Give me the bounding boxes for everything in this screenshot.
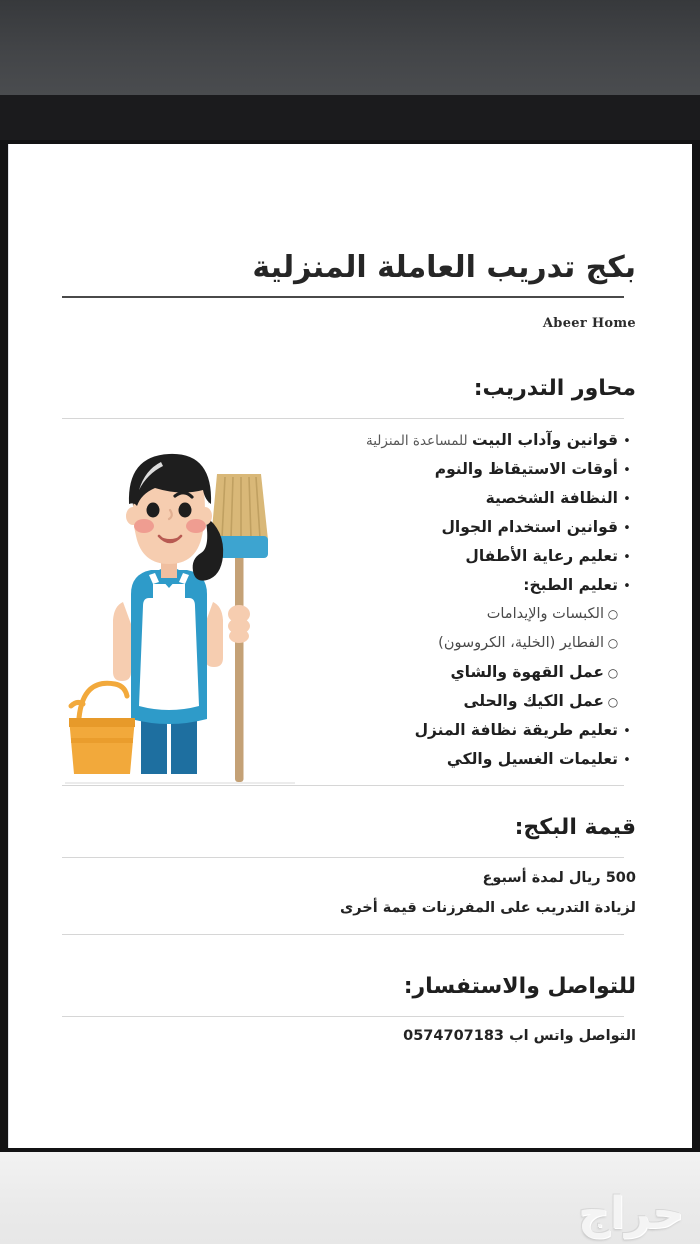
training-item-label: الفطاير (الخلية، الكروسون) bbox=[438, 635, 604, 651]
cheek-right bbox=[186, 519, 206, 533]
hollow-bullet-icon: ○ bbox=[607, 695, 619, 709]
housemaid-illustration bbox=[65, 444, 295, 789]
section-divider-training bbox=[62, 418, 624, 419]
training-item-label-tail: للمساعدة المنزلية bbox=[365, 433, 472, 449]
bullet-icon: • bbox=[623, 724, 631, 739]
bucket-band bbox=[71, 738, 133, 743]
hollow-bullet-icon: ○ bbox=[607, 666, 619, 680]
housemaid-illustration-svg bbox=[65, 444, 295, 789]
bullet-icon: • bbox=[623, 579, 631, 594]
training-item-label: قوانين وآداب البيت للمساعدة المنزلية bbox=[365, 431, 618, 449]
bucket-rim bbox=[69, 718, 135, 727]
price-line-2: لزيادة التدريب على المفرزنات قيمة أخرى bbox=[340, 900, 636, 916]
hand-on-broom bbox=[228, 605, 250, 643]
bucket-handle bbox=[79, 683, 127, 718]
training-item-label: تعليمات الغسيل والكي bbox=[446, 750, 618, 768]
training-item-label: النظافة الشخصية bbox=[485, 489, 618, 507]
bullet-icon: • bbox=[623, 434, 631, 449]
bullet-icon: • bbox=[623, 492, 631, 507]
price-line-1: 500 ريال لمدة أسبوع bbox=[482, 870, 636, 886]
bullet-icon: • bbox=[623, 550, 631, 565]
training-item-label: عمل الكيك والحلى bbox=[463, 692, 604, 710]
training-item-label: أوقات الاستيقاظ والنوم bbox=[434, 460, 618, 478]
status-bar-top bbox=[0, 0, 700, 95]
divider-after-price bbox=[62, 934, 624, 935]
bullet-icon: • bbox=[623, 521, 631, 536]
training-item-label: الكبسات والإيدامات bbox=[486, 606, 604, 622]
pants-split bbox=[167, 716, 171, 774]
left-arm bbox=[113, 602, 131, 681]
document-page bbox=[8, 144, 692, 1148]
training-item-label: تعليم الطبخ: bbox=[523, 576, 618, 594]
footer-area bbox=[0, 1152, 700, 1244]
brand-subtitle: Abeer Home bbox=[542, 316, 636, 331]
section-heading-training: محاور التدريب: bbox=[473, 376, 636, 401]
training-item-label: تعليم طريقة نظافة المنزل bbox=[414, 721, 618, 739]
section-heading-price: قيمة البكج: bbox=[514, 815, 636, 840]
hollow-bullet-icon: ○ bbox=[607, 607, 619, 621]
bucket-handle-tip bbox=[71, 702, 83, 706]
training-item-label: تعليم رعاية الأطفال bbox=[465, 547, 618, 565]
bullet-icon: • bbox=[623, 463, 631, 478]
training-item-label: قوانين استخدام الجوال bbox=[441, 518, 618, 536]
section-divider-price bbox=[62, 857, 624, 858]
eye-right bbox=[179, 503, 192, 518]
bullet-icon: • bbox=[623, 753, 631, 768]
eye-left bbox=[147, 503, 160, 518]
section-divider-contact bbox=[62, 1016, 624, 1017]
cheek-left bbox=[134, 519, 154, 533]
apron-skirt bbox=[139, 598, 199, 710]
document-page-content bbox=[9, 144, 692, 1148]
training-item-label: عمل القهوة والشاي bbox=[450, 663, 604, 681]
haraj-watermark: حراج bbox=[578, 1188, 684, 1239]
broom-handle bbox=[235, 532, 244, 782]
section-heading-contact: للتواصل والاستفسار: bbox=[403, 974, 636, 999]
contact-line-whatsapp: التواصل واتس اب 0574707183 bbox=[403, 1028, 636, 1044]
title-divider bbox=[62, 296, 624, 298]
right-arm bbox=[205, 602, 223, 667]
app-bar-black bbox=[0, 95, 700, 140]
hollow-bullet-icon: ○ bbox=[607, 636, 619, 650]
page-title: بكج تدريب العاملة المنزلية bbox=[252, 250, 636, 285]
